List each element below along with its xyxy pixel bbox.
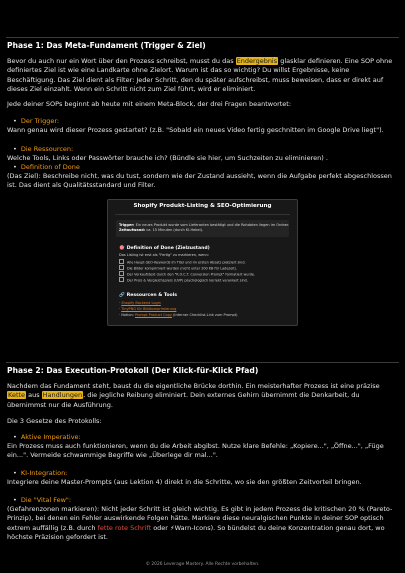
- warning-icon: oder ⚡Warn-Icons: [151, 523, 211, 532]
- red-bold-text: fette rote Schrift: [97, 523, 152, 532]
- law3-text: (Gefahrenzonen markieren): Nicht jeder Schritt ist gleich wichtig. Es gibt in jedem Prozess die kritischen 20 % (Pareto-Prinzip), bei denen ein Fehler auswirkende Folgen hätte. Markiere diese neuralgischen Punkte in deiner SOP optisch extrem auffällig (z.B. durch fette rote Schrift oder ⚡Warn-Icons). So bündelst du deine Konzentration genau dort, wo höchste Präzision gefordert ist.: [7, 505, 393, 541]
- link-icon: 🔗: [119, 293, 125, 298]
- divider: [6, 362, 399, 363]
- trigger-text: Wann genau wird dieser Prozess gestartet? (z.B. "Sobald ein neues Video fertig geschnitten im Google Drive liegt").: [7, 126, 384, 134]
- resource-item: · TinyPNG für Bildkomprimierung: [119, 307, 177, 311]
- highlight-kette: Kette: [8, 391, 26, 400]
- card-dod-intro: Das Listing ist erst als "Fertig" zu markieren, wenn:: [119, 253, 209, 257]
- bullet-resources: • Die Ressourcen:: [13, 145, 73, 154]
- resource-item: · Notion: Prompt Product Copy (Interner Checklist-Link zum Prompt): [119, 313, 238, 317]
- law2-text: Integriere deine Master-Prompts (aus Lektion 4) direkt in die Schritte, wo sie den größten Zeitvorteil bringen.: [7, 478, 362, 486]
- bullet-trigger: • Der Trigger:: [13, 117, 59, 126]
- resource-link-tinypng[interactable]: TinyPNG für Bildkomprimierung: [121, 307, 177, 311]
- page-footer: © 2026 Leverage Mastery. Alle Rechte vorbehalten.: [145, 562, 260, 567]
- section2-lead: Die 3 Gesetze des Protokolls:: [7, 417, 102, 425]
- checklist-item[interactable]: Der Preis & Vergleichspreis (UVP) psychologisch korrekt verankert sind.: [119, 277, 248, 283]
- highlight-endergebnis: Endergebnis: [236, 57, 278, 65]
- checklist-item[interactable]: Die Bilder komprimiert wurden (nicht unter 200 KB für Ladezeit).: [119, 265, 237, 271]
- section1-intro: Bevor du auch nur ein Wort über den Prozess schreibst, musst du das Endergebnis glasklar definieren. Eine SOP ohne definiertes Ziel ist wie eine Landkarte ohne Zielort. Warum ist das so wichtig? Du willst Ergebnisse, keine Beschäftigung. Das Ziel dient als Filter: Jeder Schritt, den du später aufschreibst, muss beweisen, dass er direkt auf dieses Ziel einzahlt. Wenn ein Schritt nicht zum Ziel führt, wird er eliminiert.: [7, 57, 393, 93]
- resources-text: Welche Tools, Links oder Passwörter brauche ich? (Bündle sie hier, um Suchzeiten zu eliminieren) .: [7, 154, 328, 162]
- resource-link-shopify[interactable]: Shopify Backend Login: [121, 301, 161, 305]
- bullet-law3: • Die "Vital Few":: [13, 496, 71, 505]
- checklist-item[interactable]: Alle Haupt-SEO-Keywords im Titel und im ersten Absatz platziert sind.: [119, 259, 246, 265]
- dod-text: (Das Ziel): Beschreibe nicht, was du tust, sondern wie der Zustand aussieht, wenn die Aufgabe perfekt abgeschlossen ist. Das dient als Qualitätsstandard und Filter.: [7, 172, 392, 190]
- resource-item: · Shopify Backend Login: [119, 301, 161, 305]
- bullet-law1: • Aktive Imperative:: [13, 433, 81, 442]
- card-time-line: Zeitaufwand: ca. 15 Minuten (durch KI-Hebel).: [119, 228, 204, 232]
- card-title: Shopify Produkt-Listing & SEO-Optimierung: [133, 203, 272, 209]
- bullet-dod: • Definition of Done: [13, 163, 80, 172]
- card-divider: [115, 214, 290, 215]
- section2-heading: Phase 2: Das Execution-Protokoll (Der Klick-für-Klick Pfad): [7, 366, 259, 375]
- card-dod-heading: 🎯 Definition of Done (Zielzustand): [119, 246, 210, 251]
- law1-text: Ein Prozess muss auch funktionieren, wenn du die Arbeit abgibst. Nutze klare Befehle: „Kopiere...", „Öffne...", „Füge ein...". Vermeide schwammige Begriffe wie „Überlege dir mal...".: [7, 442, 384, 460]
- target-icon: 🎯: [119, 246, 125, 251]
- sop-example-card: [107, 199, 298, 326]
- resource-link-notion[interactable]: Prompt Product Copy: [135, 313, 172, 317]
- card-resources-heading: 🔗 Ressourcen & Tools: [119, 293, 178, 298]
- divider: [6, 37, 399, 38]
- checklist-item[interactable]: Der Verkaufstext durch den "R.O.C.T. Conversion Prompt" formatiert wurde.: [119, 271, 255, 277]
- section2-intro: Nachdem das Fundament steht, baust du die eigentliche Brücke dorthin. Ein meisterhafter Prozess ist eine präzise Kette aus Handlungen, die jegliche Reibung eliminiert. Dein externes Gehirn übernimmt die Denkarbeit, du übernimmst nur die Ausführung.: [7, 382, 380, 409]
- section1-heading: Phase 1: Das Meta-Fundament (Trigger & Ziel): [7, 41, 206, 50]
- highlight-handlungen: Handlungen: [42, 391, 83, 400]
- section1-lead: Jede deiner SOPs beginnt ab heute mit einem Meta-Block, der drei Fragen beantwortet:: [7, 100, 292, 108]
- card-trigger-line: Trigger: Ein neues Produkt wurde vom Lieferanten bestätigt und die Rohdaten liegen im Ordner.: [119, 223, 290, 227]
- bullet-law2: • KI-Integration:: [13, 469, 67, 478]
